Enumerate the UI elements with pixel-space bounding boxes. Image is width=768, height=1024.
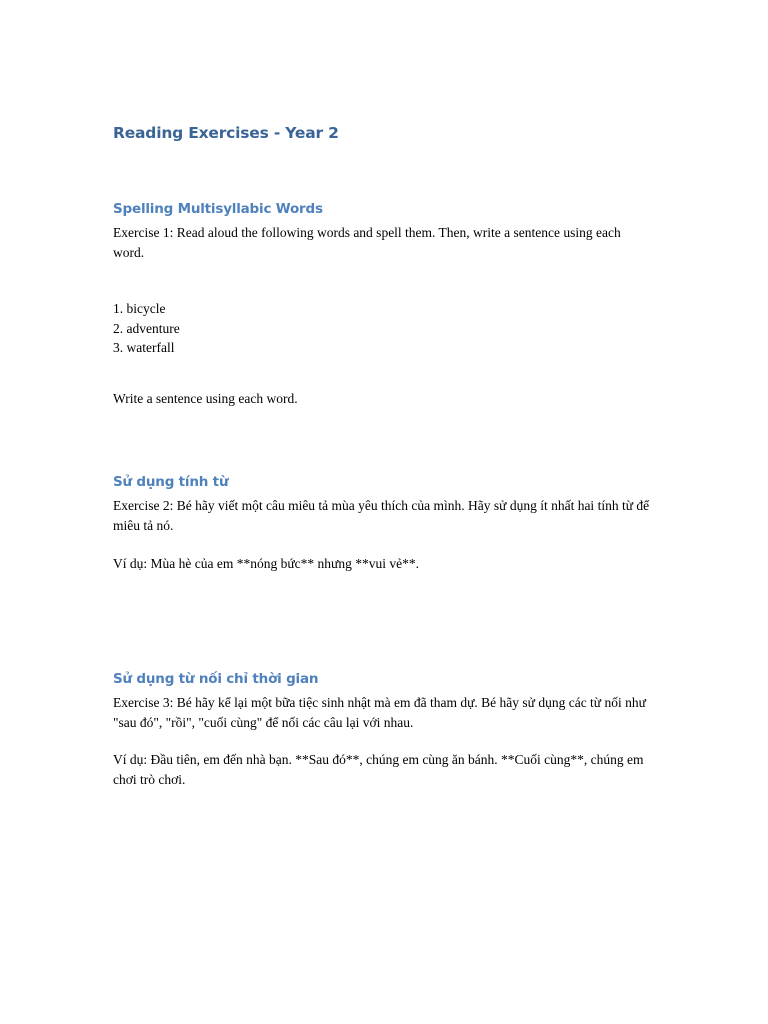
exercise-2-text: Exercise 2: Bé hãy viết một câu miêu tả mùa yêu thích của mình. Hãy sử dụng ít nhất hai tính từ để miêu tả nó. (113, 498, 650, 533)
exercise-1-text: Exercise 1: Read aloud the following words and spell them. Then, write a sentence using each word. (113, 225, 621, 260)
list-item: 2. adventure (113, 320, 180, 336)
word-list (113, 299, 180, 358)
section-heading-spelling: Spelling Multisyllabic Words (113, 201, 323, 217)
exercise-3-example: Ví dụ: Đầu tiên, em đến nhà bạn. **Sau đó**, chúng em cùng ăn bánh. **Cuối cùng**, chúng em chơi trò chơi. (113, 752, 644, 787)
exercise-1-instruction: Write a sentence using each word. (113, 391, 298, 406)
document-title: Reading Exercises - Year 2 (113, 124, 339, 142)
exercise-3-text: Exercise 3: Bé hãy kể lại một bữa tiệc sinh nhật mà em đã tham dự. Bé hãy sử dụng các từ nối như "sau đó", "rồi", "cuối cùng" để nối các câu lại với nhau. (113, 695, 646, 730)
section-heading-adjectives: Sử dụng tính từ (113, 474, 229, 490)
section-heading-time-connectives: Sử dụng từ nối chỉ thời gian (113, 671, 319, 687)
list-item: 3. waterfall (113, 340, 175, 355)
list-item: 1. bicycle (113, 301, 166, 316)
exercise-2-example: Ví dụ: Mùa hè của em **nóng bức** nhưng **vui vẻ**. (113, 556, 419, 571)
